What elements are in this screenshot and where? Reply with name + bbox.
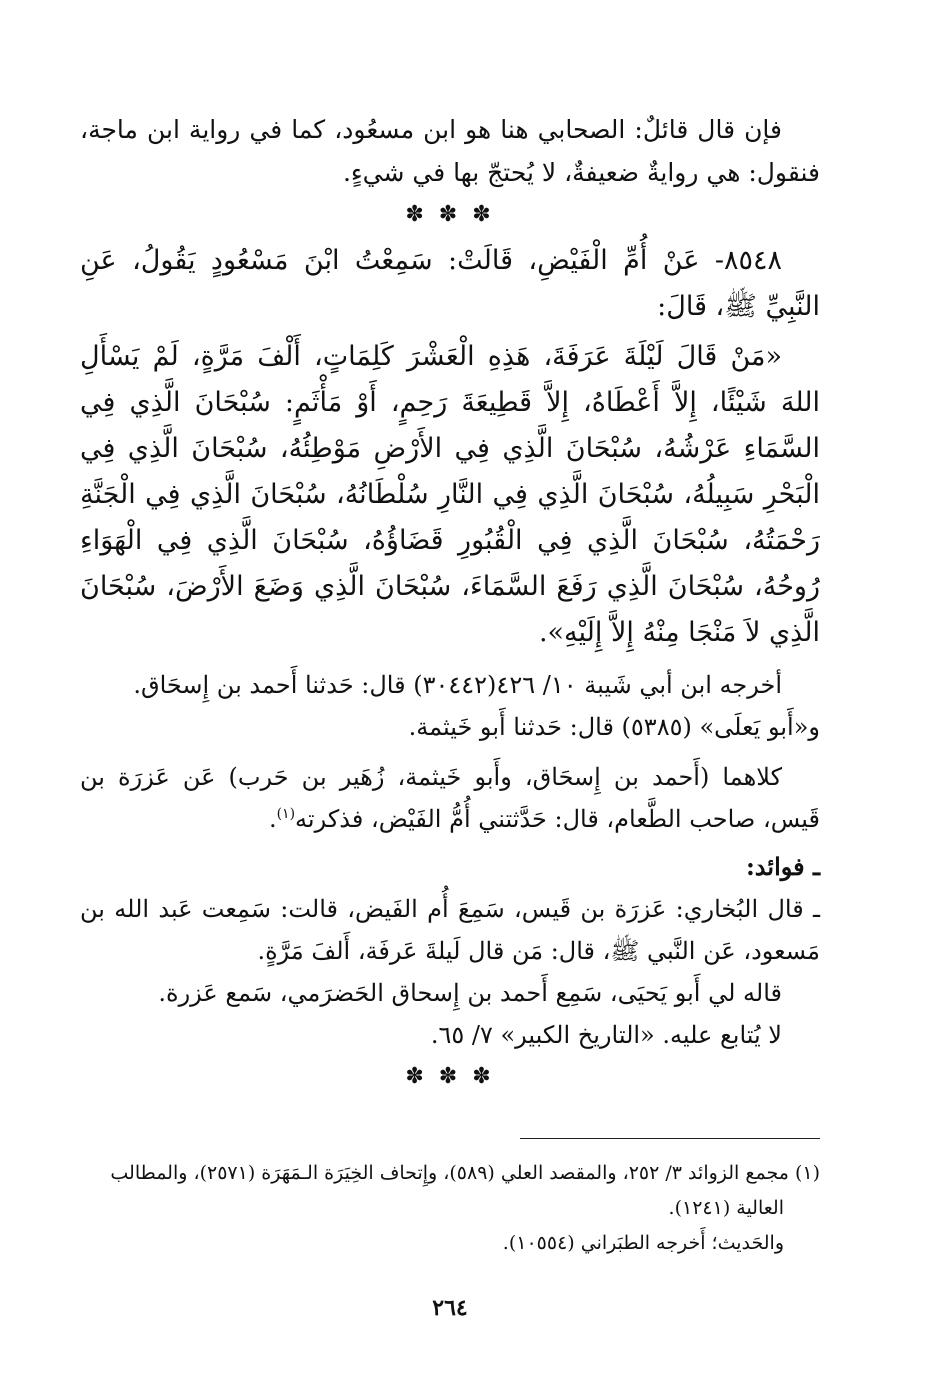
takhrij-combined (80, 756, 820, 840)
footnote-1-line-1: (١) مجمع الزوائد ٣/ ٢٥٢، والمقصد العلي (٥٨٩)، وإِتحاف الخِيَرَة الـمَهَرَة (٢٥٧١)، والمطالب (110, 1162, 820, 1184)
footnote-marker: (١) (276, 806, 296, 822)
footnote-1-line-3: والحَديث؛ أَخرجه الطبَراني (١٠٥٥٤). (502, 1232, 784, 1254)
takhrij-combined-end: . (268, 805, 277, 833)
hadith-matn: «مَنْ قَالَ لَيْلَةَ عَرَفَةَ، هَذِهِ الْعَشْرَ كَلِمَاتٍ، أَلْفَ مَرَّةٍ، لَمْ يَسْأَلِ اللهَ شَيْئًا، إِلاَّ أَعْطَاهُ، إِلاَّ قَطِيعَةَ رَحِمٍ، أَوْ مَأْثَمٍ: سُبْحَانَ الَّذِي فِي السَّمَاءِ عَرْشُهُ، سُبْحَانَ الَّذِي فِي الأَرْضِ مَوْطِئُهُ، سُبْحَانَ الَّذِي فِي الْبَحْرِ سَبِيلُهُ، سُبْحَانَ الَّذِي فِي النَّارِ سُلْطَانُهُ، سُبْحَانَ الَّذِي فِي الْجَنَّةِ رَحْمَتُهُ، سُبْحَانَ الَّذِي فِي الْقُبُورِ قَضَاؤُهُ، سُبْحَانَ الَّذِي فِي الْهَوَاءِ رُوحُهُ، سُبْحَانَ الَّذِي رَفَعَ السَّمَاءَ، سُبْحَانَ الَّذِي وَضَعَ الأَرْضَ، سُبْحَانَ الَّذِي لاَ مَنْجَا مِنْهُ إِلاَّ إِلَيْهِ». (80, 341, 820, 648)
fawaid-heading: ـ فوائد: (745, 852, 820, 881)
section-separator-bottom: ✽ ✽ ✽ (405, 1064, 495, 1089)
fawaid-bukhari: ـ قال البُخاري: عَزرَة بن قَيس، سَمِعَ أُم الفَيض، قالت: سَمِعت عَبد الله بن مَسعود، عَن النَّبي ﷺ، قال: مَن قال لَيلةَ عَرفَة، أَلفَ مَرَّةٍ. (80, 895, 820, 965)
fawaid-line-2: قاله لي أَبو يَحيَى، سَمِع أَحمد بن إِسحاق الحَضرَمي، سَمع عَزرة. (158, 979, 782, 1007)
footnotes (80, 1156, 820, 1261)
intro-paragraph: فإن قال قائلٌ: الصحابي هنا هو ابن مسعُود، كما في رواية ابن ماجة، فنقول: هي روايةٌ ضعيفةٌ، لا يُحتجّ بها في شيءٍ. (80, 115, 820, 187)
takhrij-line-1: أخرجه ابن أبي شَيبة ١٠/ ٤٢٦(٣٠٤٤٢) قال: حَدثنا أَحمد بن إِسحَاق. (133, 671, 782, 699)
footnote-divider (520, 1138, 820, 1139)
page-number: ٢٦٤ (432, 1295, 468, 1321)
footnote-1-line-2: العالية (١٢٤١). (668, 1197, 784, 1219)
takhrij-combined-text: كلاهما (أَحمد بن إِسحَاق، وأَبو خَيثمة، زُهَير بن حَرب) عَن عَزرَة بن قَيس، صاحب الطَّعام، قال: حَدَّثتني أُمُّ الفَيْض، فذكرته (80, 763, 820, 833)
section-separator-top: ✽ ✽ ✽ (405, 202, 495, 227)
hadith-header: ٨٥٤٨- عَنْ أُمِّ الْفَيْضِ، قَالَتْ: سَمِعْتُ ابْنَ مَسْعُودٍ يَقُولُ، عَنِ النَّبِيِّ ﷺ، قَالَ: (80, 245, 820, 322)
fawaid-line-3: لا يُتابع عليه. «التاريخ الكبير» ٧/ ٦٥. (430, 1021, 782, 1049)
book-page (80, 108, 820, 1343)
takhrij-line-2: و«أَبو يَعلَى» (٥٣٨٥) قال: حَدثنا أَبو خَيثمة. (408, 713, 820, 741)
